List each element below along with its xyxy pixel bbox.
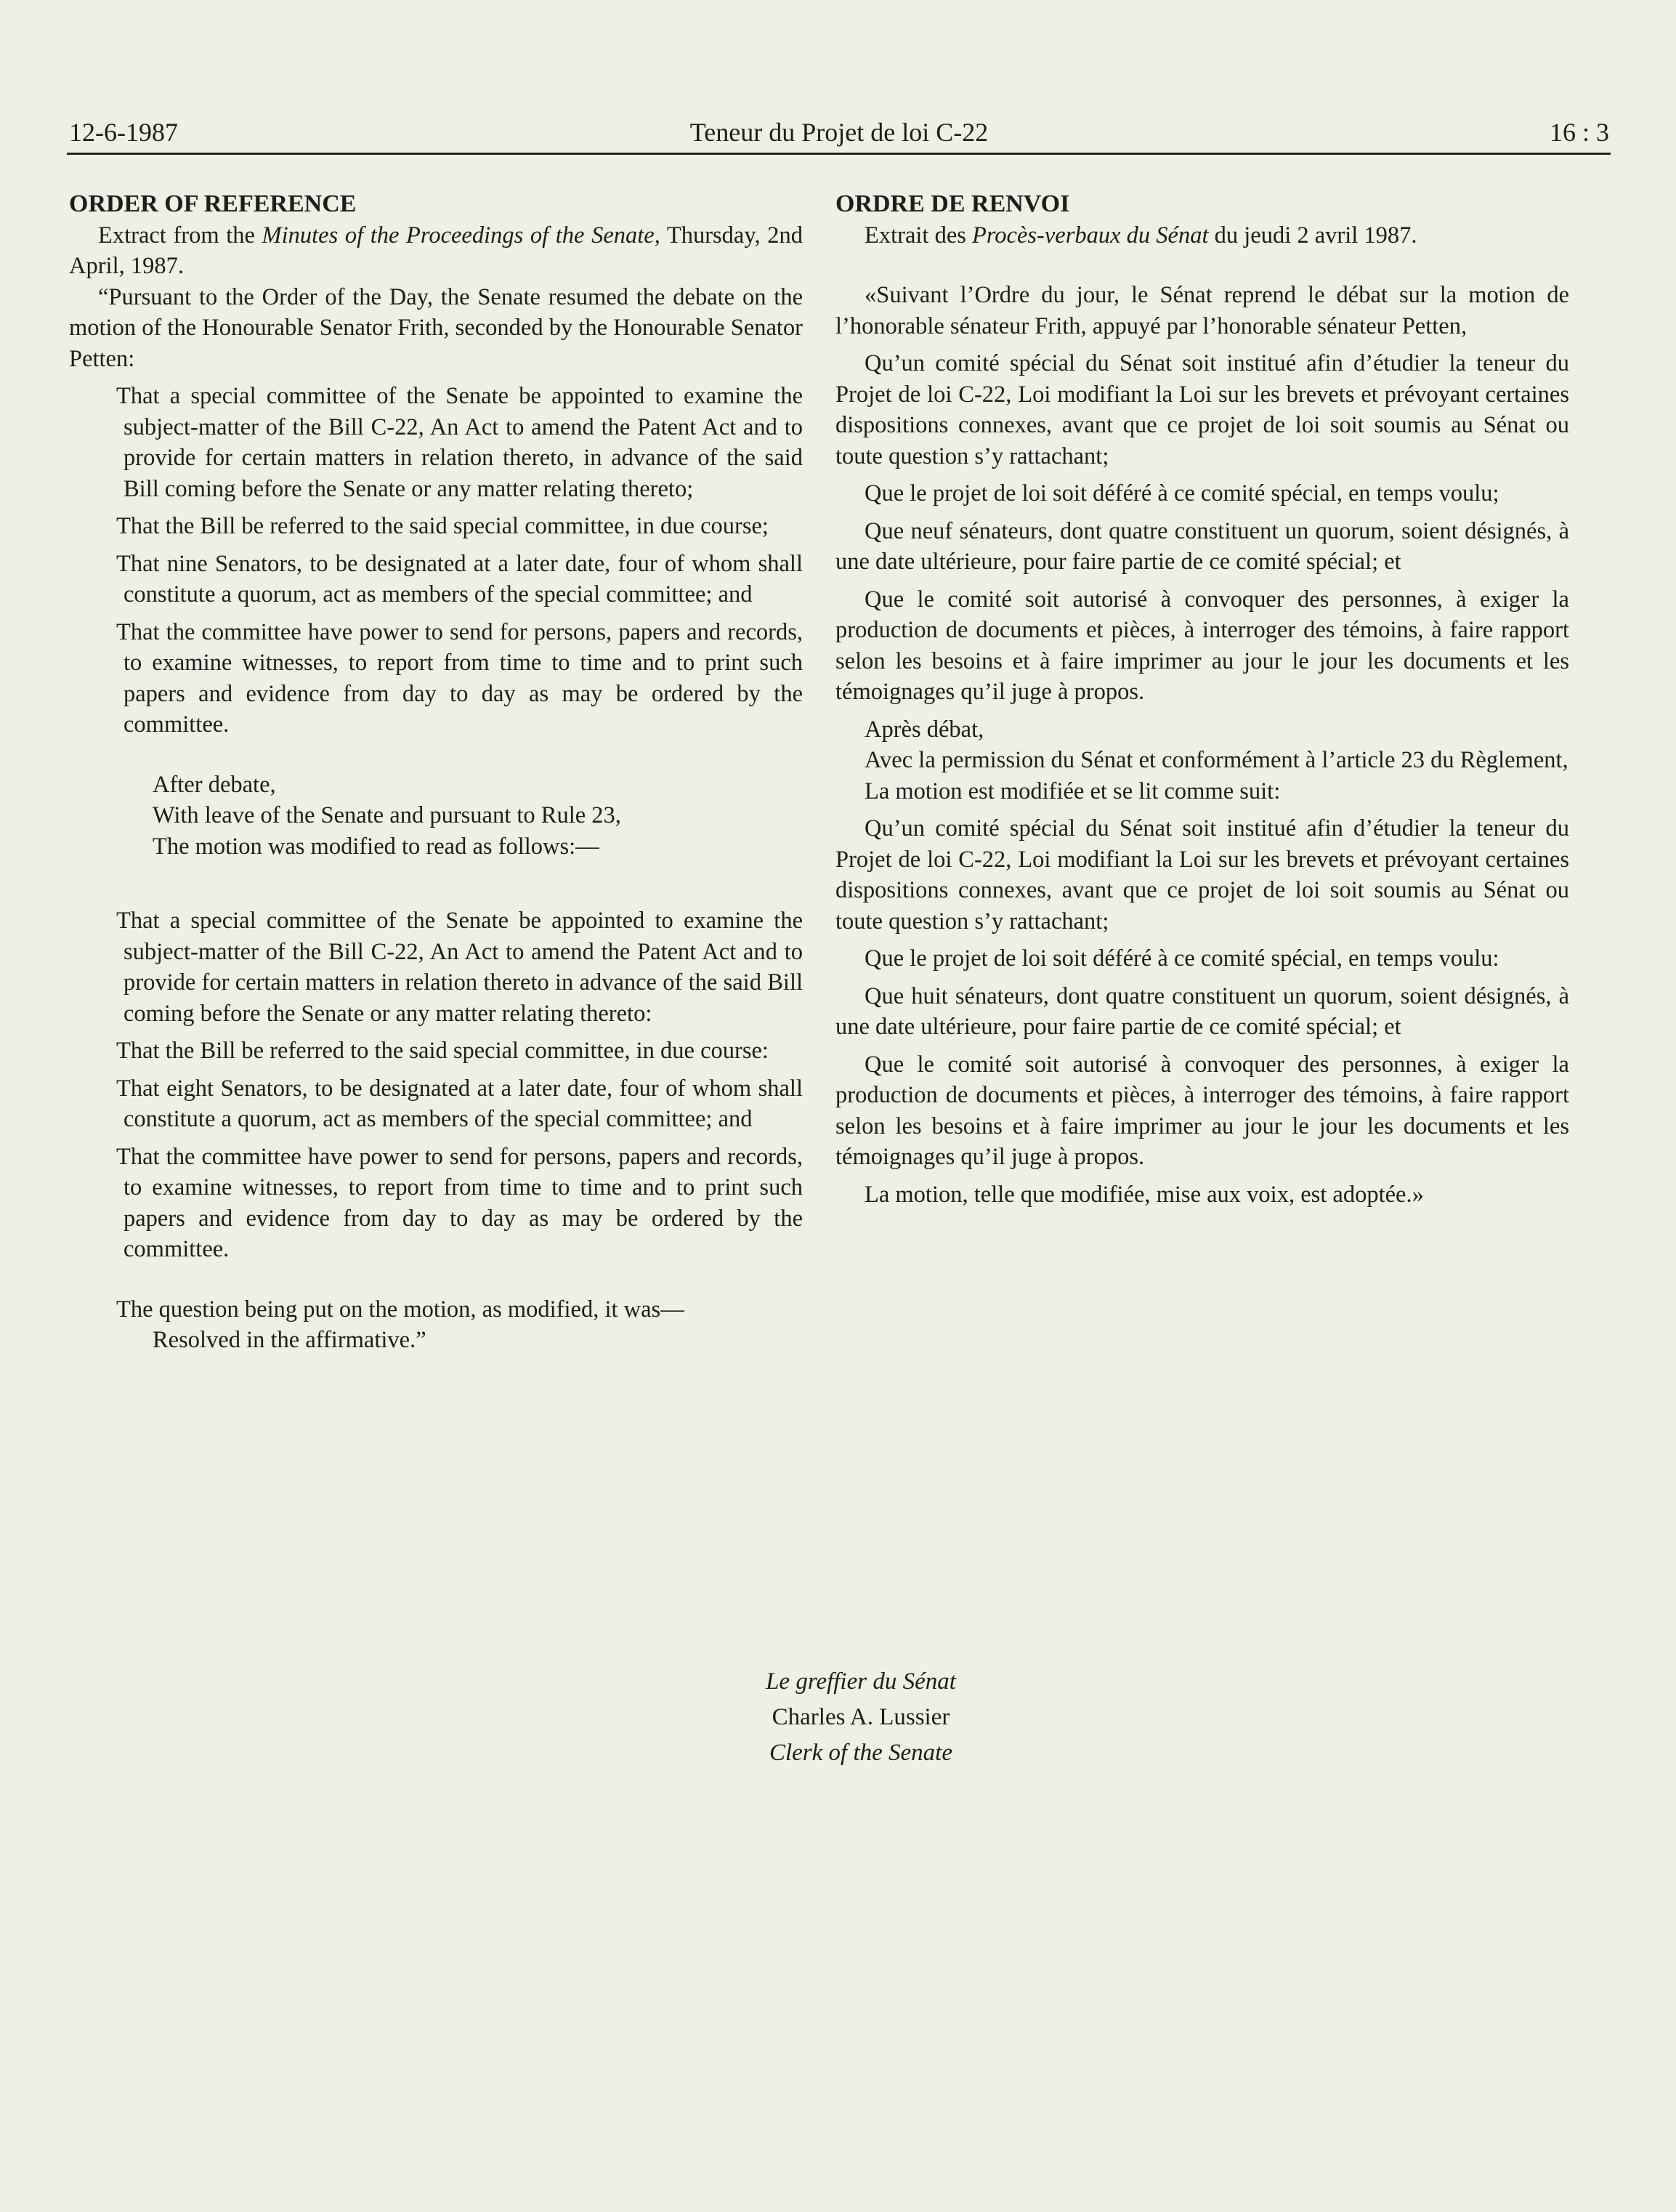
english-motion1-item: That nine Senators, to be designated at a later date, four of whom shall constitute a quorum, act as members of the special committee; and [116, 550, 803, 608]
english-motion2-item: That the Bill be referred to the said special committee, in due course: [116, 1038, 769, 1064]
english-para1: “Pursuant to the Order of the Day, the Senate resumed the debate on the motion of the Honourable Senator Frith, seconded by the Honourable Senator Petten: [69, 283, 803, 372]
english-motion1-item: That the committee have power to send for persons, papers and records, to examine witnesses, to report from time to time and to print such papers and evidence from day to day as may be ordered by the committee. [116, 618, 803, 738]
header-rule [67, 153, 1611, 155]
french-motion1-item: Que le projet de loi soit déféré à ce comité spécial, en temps voulu; [865, 480, 1499, 506]
english-after-debate: After debate, [153, 771, 276, 798]
french-intro: Extrait des Procès-verbaux du Sénat du jeudi 2 avril 1987. [865, 222, 1417, 249]
french-motion1-item: Que neuf sénateurs, dont quatre constituent un quorum, soient désignés, à une date ultérieure, pour faire partie de ce comité spécial; et [835, 517, 1569, 575]
signature-block [621, 1664, 1101, 1771]
header-page-number: 16 : 3 [1549, 118, 1609, 147]
french-column [835, 189, 1569, 1210]
english-heading: ORDER OF REFERENCE [69, 190, 357, 217]
french-with-leave: Avec la permission du Sénat et conformément à l’article 23 du Règlement, [865, 747, 1568, 773]
french-motion1-item: Qu’un comité spécial du Sénat soit institué afin d’étudier la teneur du Projet de loi C-22, Loi modifiant la Loi sur les brevets et prévoyant certaines dispositions connexes, avant que ce projet de loi soit soumis au Sénat ou toute question s’y rattachant; [835, 350, 1569, 469]
english-motion2-item: That a special committee of the Senate be appointed to examine the subject-matter of the Bill C-22, An Act to amend the Patent Act and to provide for certain matters in relation thereto in advance of the said Bill coming before the Senate or any matter relating thereto: [116, 908, 803, 1027]
english-modified: The motion was modified to read as follows:— [153, 833, 599, 860]
english-motion1-item: That a special committee of the Senate be appointed to examine the subject-matter of the Bill C-22, An Act to amend the Patent Act and to provide for certain matters in relation thereto, in advance of the said Bill coming before the Senate or any matter relating thereto; [116, 383, 803, 502]
signature-title-en: Clerk of the Senate [769, 1740, 952, 1766]
english-motion1-item: That the Bill be referred to the said special committee, in due course; [116, 513, 769, 539]
french-final: La motion, telle que modifiée, mise aux voix, est adoptée.» [865, 1181, 1424, 1208]
french-para1: «Suivant l’Ordre du jour, le Sénat reprend le débat sur la motion de l’honorable sénateur Frith, appuyé par l’honorable sénateur Petten, [835, 282, 1569, 339]
header-title: Teneur du Projet de loi C-22 [689, 118, 989, 147]
french-heading: ORDRE DE RENVOI [835, 190, 1070, 217]
signature-name: Charles A. Lussier [772, 1704, 950, 1730]
french-motion1-item: Que le comité soit autorisé à convoquer des personnes, à exiger la production de documents et pièces, à interroger des témoins, à faire rapport selon les besoins et à faire imprimer au jour le jour les documents et les témoignages qu’il juge à propos. [835, 586, 1569, 705]
french-motion2-item: Qu’un comité spécial du Sénat soit institué afin d’étudier la teneur du Projet de loi C-22, Loi modifiant la Loi sur les brevets et prévoyant certaines dispositions connexes, avant que ce projet de loi soit soumis au Sénat ou toute question s’y rattachant; [835, 815, 1569, 935]
french-after-debate: Après débat, [865, 716, 984, 743]
signature-title-fr: Le greffier du Sénat [766, 1668, 956, 1695]
english-question: The question being put on the motion, as modified, it was— [116, 1296, 684, 1323]
english-motion2-item: That the committee have power to send for persons, papers and records, to examine witnesses, to report from time to time and to print such papers and evidence from day to day as may be ordered by the committee. [116, 1143, 803, 1262]
header-date: 12-6-1987 [69, 118, 178, 147]
french-motion2-item: Que huit sénateurs, dont quatre constituent un quorum, soient désignés, à une date ultérieure, pour faire partie de ce comité spécial; et [835, 982, 1569, 1040]
french-motion2-item: Que le comité soit autorisé à convoquer des personnes, à exiger la production de documents et pièces, à interroger des témoins, à faire rapport selon les besoins et à faire imprimer au jour le jour les documents et les témoignages qu’il juge à propos. [835, 1051, 1569, 1170]
english-column [69, 189, 803, 1356]
english-motion2-item: That eight Senators, to be designated at a later date, four of whom shall constitute a quorum, act as members of the special committee; and [116, 1075, 803, 1132]
english-resolved: Resolved in the affirmative.” [153, 1327, 426, 1353]
english-intro: Extract from the Minutes of the Proceedings of the Senate, Thursday, 2nd April, 1987. [69, 222, 803, 279]
french-motion2-item: Que le projet de loi soit déféré à ce comité spécial, en temps voulu: [865, 945, 1499, 972]
french-modified: La motion est modifiée et se lit comme suit: [865, 778, 1281, 804]
english-with-leave: With leave of the Senate and pursuant to Rule 23, [153, 802, 621, 828]
